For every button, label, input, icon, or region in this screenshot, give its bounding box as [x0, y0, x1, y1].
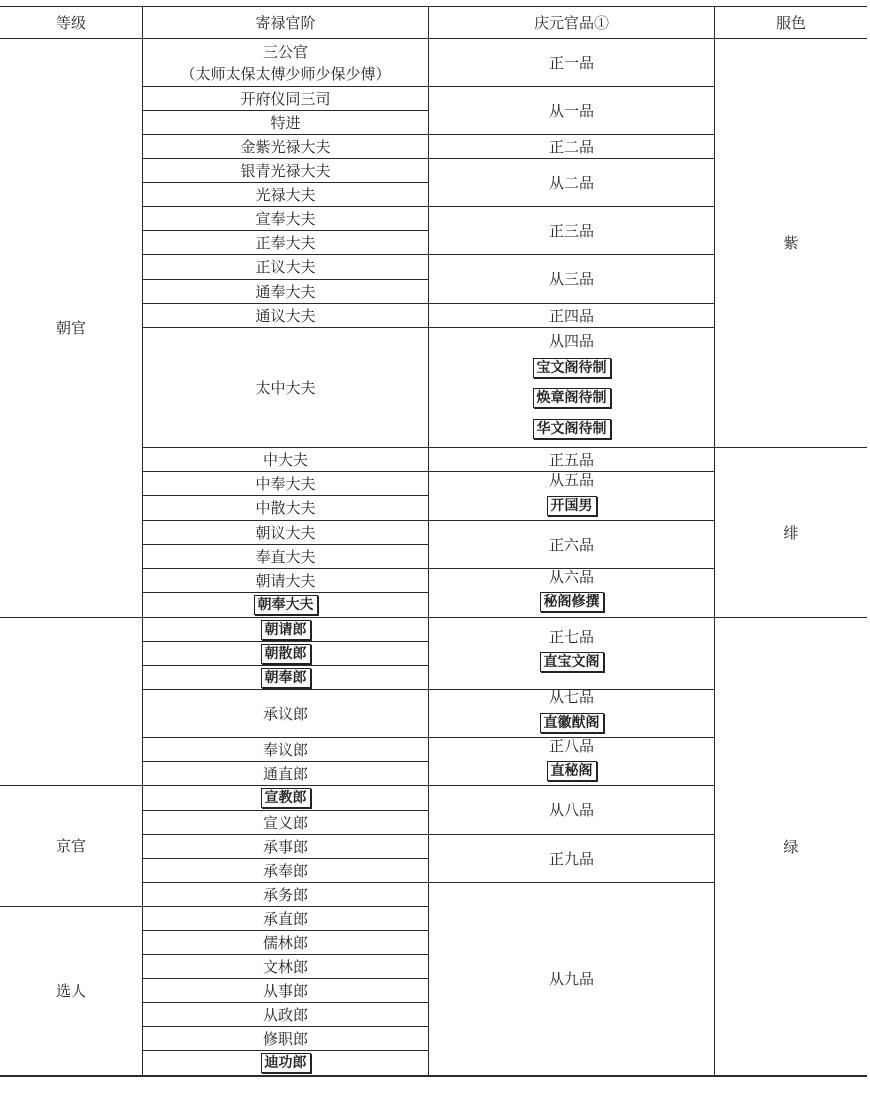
rank-r8b: 从八品 [548, 801, 594, 819]
rank-r4b: 从四品 [548, 332, 594, 350]
rank-r7b: 从七品 [548, 688, 594, 706]
color-purple: 紫 [783, 234, 799, 252]
post-zhimi: 直秘阁 [547, 761, 597, 781]
title-kaifu: 开府仪同三司 [240, 89, 331, 108]
post-cell-zhimi [429, 761, 714, 781]
rank-r1a: 正一品 [548, 53, 594, 72]
post-huawen: 华文阁待制 [533, 419, 611, 439]
rank-r3a: 正三品 [548, 221, 594, 240]
post-baowen: 宝文阁待制 [533, 358, 611, 378]
title-sangong-note: （太师太保太傅少师少保少傅） [180, 64, 391, 83]
title-cell-chaosan-lang [143, 642, 428, 665]
grade-selected-man: 选人 [55, 982, 86, 1000]
title-tongfeng: 通奉大夫 [255, 282, 316, 301]
rank-r3b: 从三品 [548, 270, 594, 288]
post-cell-kaiguo [429, 496, 714, 516]
title-chaofeng-df: 朝奉大夫 [254, 595, 318, 615]
post-cell-huanzhang [429, 387, 714, 409]
title-chaofeng-lang: 朝奉郎 [261, 668, 311, 688]
title-zhengyi: 正议大夫 [255, 258, 316, 276]
title-yinqing: 银青光禄大夫 [240, 161, 331, 180]
grade-court-official: 朝官 [55, 319, 86, 337]
title-chaoqing: 朝请大夫 [255, 571, 316, 590]
title-zhongsan: 中散大夫 [255, 499, 316, 517]
title-chengzhi: 承直郎 [262, 909, 308, 928]
rank-r6a: 正六品 [548, 535, 594, 554]
post-zhihuiyou: 直徽猷阁 [540, 713, 604, 733]
rank-r9b: 从九品 [548, 970, 594, 988]
title-rulin: 儒林郎 [262, 933, 308, 952]
post-cell-baowen [429, 357, 714, 379]
title-xuanfeng: 宣奉大夫 [255, 209, 316, 228]
title-congshi: 从事郎 [262, 981, 308, 1000]
title-cell-sangong [143, 39, 428, 86]
header-robe-color: 服色 [775, 13, 806, 32]
rank-r7a: 正七品 [548, 628, 594, 646]
title-zhongfeng: 中奉大夫 [255, 474, 316, 493]
title-chaoqing-lang: 朝请郎 [261, 620, 311, 640]
title-cell-xuanjiao [143, 786, 428, 810]
post-cell-mige [429, 592, 714, 612]
post-cell-huawen [429, 418, 714, 440]
post-mige: 秘阁修撰 [540, 592, 604, 612]
color-green: 绿 [783, 837, 799, 856]
rank-r2b: 从二品 [548, 173, 594, 192]
title-wenlin: 文林郎 [262, 957, 308, 976]
title-chengshi: 承事郎 [262, 837, 308, 856]
title-xuanyi: 宣义郎 [262, 813, 308, 832]
title-jinzi: 金紫光禄大夫 [240, 137, 331, 156]
post-kaiguo: 开国男 [547, 496, 597, 516]
title-zhong: 中大夫 [262, 450, 308, 469]
rank-r4a: 正四品 [548, 306, 594, 325]
title-taizhong: 太中大夫 [255, 378, 316, 397]
grade-capital-official: 京官 [55, 837, 86, 855]
title-cell-chaofeng-lang [143, 666, 428, 689]
title-sangong: 三公官 [262, 42, 308, 61]
title-cell-chaofeng-df [143, 593, 428, 617]
color-crimson: 绯 [783, 523, 799, 542]
header-rank-title: 寄禄官阶 [255, 13, 316, 32]
title-zhengfeng: 正奉大夫 [255, 233, 316, 252]
post-huanzhang: 焕章阁待制 [533, 388, 611, 408]
header-grade: 等级 [55, 13, 86, 32]
title-cell-chaoqing-lang [143, 618, 428, 641]
title-chengyi: 承议郎 [262, 704, 308, 723]
rank-rule [428, 327, 714, 328]
title-cell-digong [143, 1051, 428, 1075]
post-cell-zhihuiyou [429, 713, 714, 733]
rank-r8a: 正八品 [548, 737, 594, 755]
title-guanglu: 光禄大夫 [255, 185, 316, 204]
title-chaosan-lang: 朝散郎 [261, 644, 311, 664]
rank-r5b: 从五品 [548, 471, 594, 489]
title-tejin: 特进 [270, 113, 301, 132]
post-cell-zhibaowen [429, 652, 714, 672]
rank-r2a: 正二品 [548, 137, 594, 156]
table-bottom-rule [0, 1075, 867, 1077]
title-tongyi: 通议大夫 [255, 306, 316, 325]
rank-r1b: 从一品 [548, 101, 594, 120]
title-chengfeng: 承奉郎 [262, 861, 308, 880]
title-xuanjiao: 宣教郎 [261, 788, 311, 808]
title-chaoyi: 朝议大夫 [255, 523, 316, 542]
rank-r5a: 正五品 [548, 450, 594, 469]
title-tongzhi: 通直郎 [262, 764, 308, 783]
post-zhibaowen: 直宝文阁 [540, 652, 604, 672]
title-fengyi: 奉议郎 [262, 740, 308, 759]
title-chengwu: 承务郎 [262, 885, 308, 904]
title-fengzhi: 奉直大夫 [255, 547, 316, 566]
group-rule [428, 617, 714, 618]
header-official-rank: 庆元官品① [533, 13, 609, 32]
title-congzheng: 从政郎 [262, 1005, 308, 1024]
rank-r6b: 从六品 [548, 568, 594, 586]
title-xiuzhi: 修职郎 [262, 1029, 308, 1048]
rank-r9a: 正九品 [548, 849, 594, 868]
title-digong: 迪功郎 [261, 1053, 311, 1073]
